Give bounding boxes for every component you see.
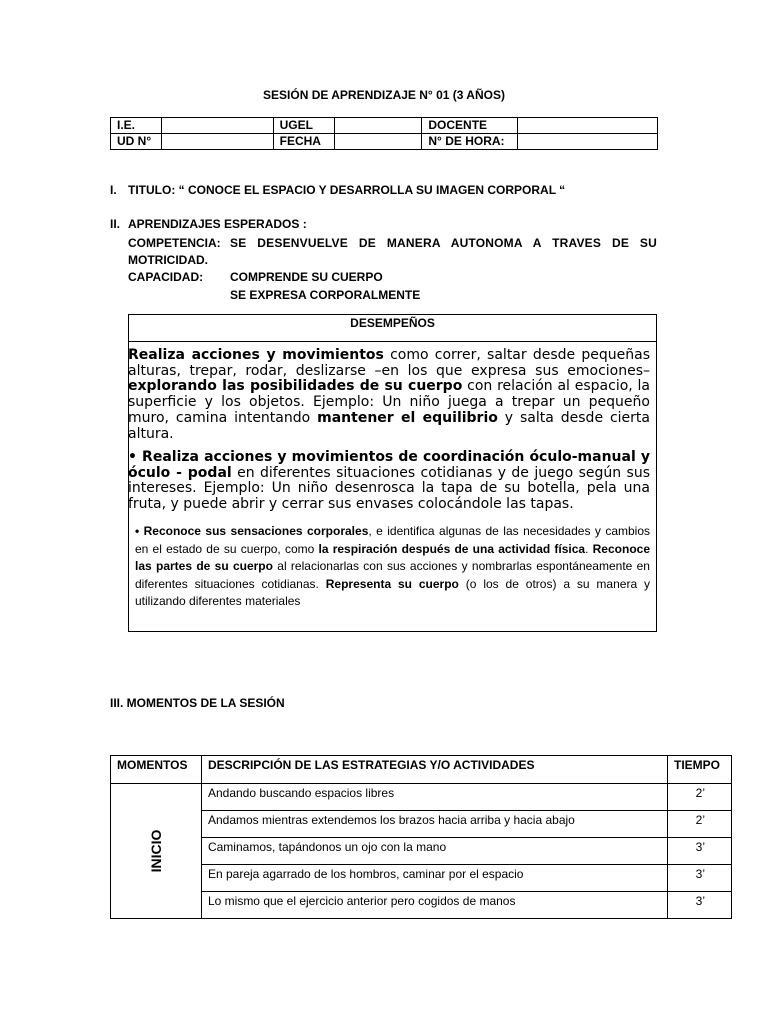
header-info-table	[110, 117, 658, 150]
activity-time: 3’	[668, 865, 732, 892]
desempeno-bold-text: explorando las posibilidades de su cuerpo	[128, 378, 463, 395]
docente-label: DOCENTE	[422, 118, 518, 134]
activity-description: Andando buscando espacios libres	[201, 784, 667, 811]
capacidad-label: CAPACIDAD:	[128, 270, 204, 284]
table-row	[111, 784, 732, 811]
hora-value	[518, 134, 658, 150]
activity-time: 3’	[668, 892, 732, 919]
page-title: SESIÓN DE APRENDIZAJE N° 01 (3 AÑOS)	[263, 88, 505, 102]
desempeno-paragraph-2	[128, 450, 650, 513]
docente-value	[518, 118, 658, 134]
desempeno-text: y salta desde cierta altura.	[128, 409, 650, 442]
capacidad-item: COMPRENDE SU CUERPO	[230, 270, 383, 284]
section-2-heading: APRENDIZAJES ESPERADOS :	[128, 217, 307, 231]
desempeno-bold-text: Realiza acciones y movimientos de coordinación óculo-manual y óculo - podal	[128, 449, 650, 481]
desempeno-paragraph-3	[135, 523, 650, 611]
moments-table	[110, 755, 732, 919]
header-row	[111, 118, 658, 134]
desempeno-bold-text: Representa su cuerpo	[325, 576, 459, 591]
moment-label: INICIO	[147, 829, 164, 873]
desempeno-bold-text: • Reconoce sus sensaciones corporales	[135, 524, 369, 538]
section-3-heading: III. MOMENTOS DE LA SESIÓN	[110, 696, 285, 710]
hora-label: N° DE HORA:	[422, 134, 518, 150]
desempenos-header: DESEMPEÑOS	[129, 315, 656, 342]
desempeno-bold-text: mantener el equilibrio	[317, 409, 498, 426]
activity-description: En pareja agarrado de los hombros, caminar por el espacio	[201, 865, 667, 892]
table-header-row	[111, 756, 732, 784]
desempeno-text: en diferentes situaciones cotidianas y de juego según sus intereses. Ejemplo: Un niño desenrosca la tapa de su botella, pela una fruta, y puede abrir y cerrar sus envases colocándole las tapas.	[128, 464, 650, 513]
column-header: MOMENTOS	[111, 756, 202, 784]
header-row	[111, 134, 658, 150]
ie-label: I.E.	[111, 118, 162, 134]
table-row	[111, 838, 732, 865]
bullet-icon: •	[128, 449, 137, 465]
section-1-number: I.	[110, 183, 117, 197]
table-row	[111, 865, 732, 892]
desempeno-text: como correr, saltar desde pequeñas alturas, trepar, rodar, deslizarse –en los que expresa sus emociones–	[128, 347, 650, 379]
desempenos-box	[128, 314, 657, 632]
desempeno-text: con relación al espacio, la superficie y los objetos. Ejemplo: Un niño juega a trepar un pequeño muro, camina intentando	[128, 378, 651, 426]
activity-time: 2’	[668, 811, 732, 838]
competencia-label: COMPETENCIA:	[128, 236, 221, 250]
competencia-continuation: MOTRICIDAD.	[128, 253, 208, 267]
column-header: DESCRIPCIÓN DE LAS ESTRATEGIAS Y/O ACTIVIDADES	[201, 756, 667, 784]
capacidad-item: SE EXPRESA CORPORALMENTE	[230, 288, 421, 302]
desempeno-bold-text: Realiza acciones y movimientos	[128, 347, 384, 363]
desempeno-text: (o los de otros) a su manera y utilizando diferentes materiales	[135, 576, 650, 608]
activity-time: 3’	[668, 838, 732, 865]
ud-value	[161, 134, 273, 150]
activity-time: 2’	[668, 784, 732, 811]
desempeno-text: al relacionarlas con sus acciones y nombrarlas espontáneamente en diferentes situaciones cotidianas.	[135, 559, 650, 591]
activity-description: Lo mismo que el ejercicio anterior pero cogidos de manos	[201, 892, 667, 919]
table-row	[111, 892, 732, 919]
desempeno-paragraph-1	[128, 348, 650, 442]
table-row	[111, 811, 732, 838]
fecha-value	[334, 134, 422, 150]
ugel-value	[334, 118, 422, 134]
ugel-label: UGEL	[273, 118, 334, 134]
column-header: TIEMPO	[668, 756, 732, 784]
activity-description: Caminamos, tapándonos un ojo con la mano	[201, 838, 667, 865]
activity-description: Andamos mientras extendemos los brazos hacia arriba y hacia abajo	[201, 811, 667, 838]
desempeno-text: , e identifica algunas de las necesidades y cambios en el estado de su cuerpo, como	[135, 524, 650, 556]
competencia-text: SE DESENVUELVE DE MANERA AUTONOMA A TRAVES DE SU	[230, 236, 657, 250]
section-2-number: II.	[110, 217, 121, 231]
ie-value	[161, 118, 273, 134]
moment-cell	[111, 784, 202, 919]
desempeno-bold-text: la respiración después de una actividad física	[318, 541, 586, 556]
section-1-title: TITULO: “ CONOCE EL ESPACIO Y DESARROLLA SU IMAGEN CORPORAL “	[128, 183, 566, 197]
ud-label: UD N°	[111, 134, 162, 150]
fecha-label: FECHA	[273, 134, 334, 150]
desempeno-bold-text: Reconoce las partes de su cuerpo	[135, 541, 650, 573]
desempeno-text: .	[585, 541, 593, 556]
